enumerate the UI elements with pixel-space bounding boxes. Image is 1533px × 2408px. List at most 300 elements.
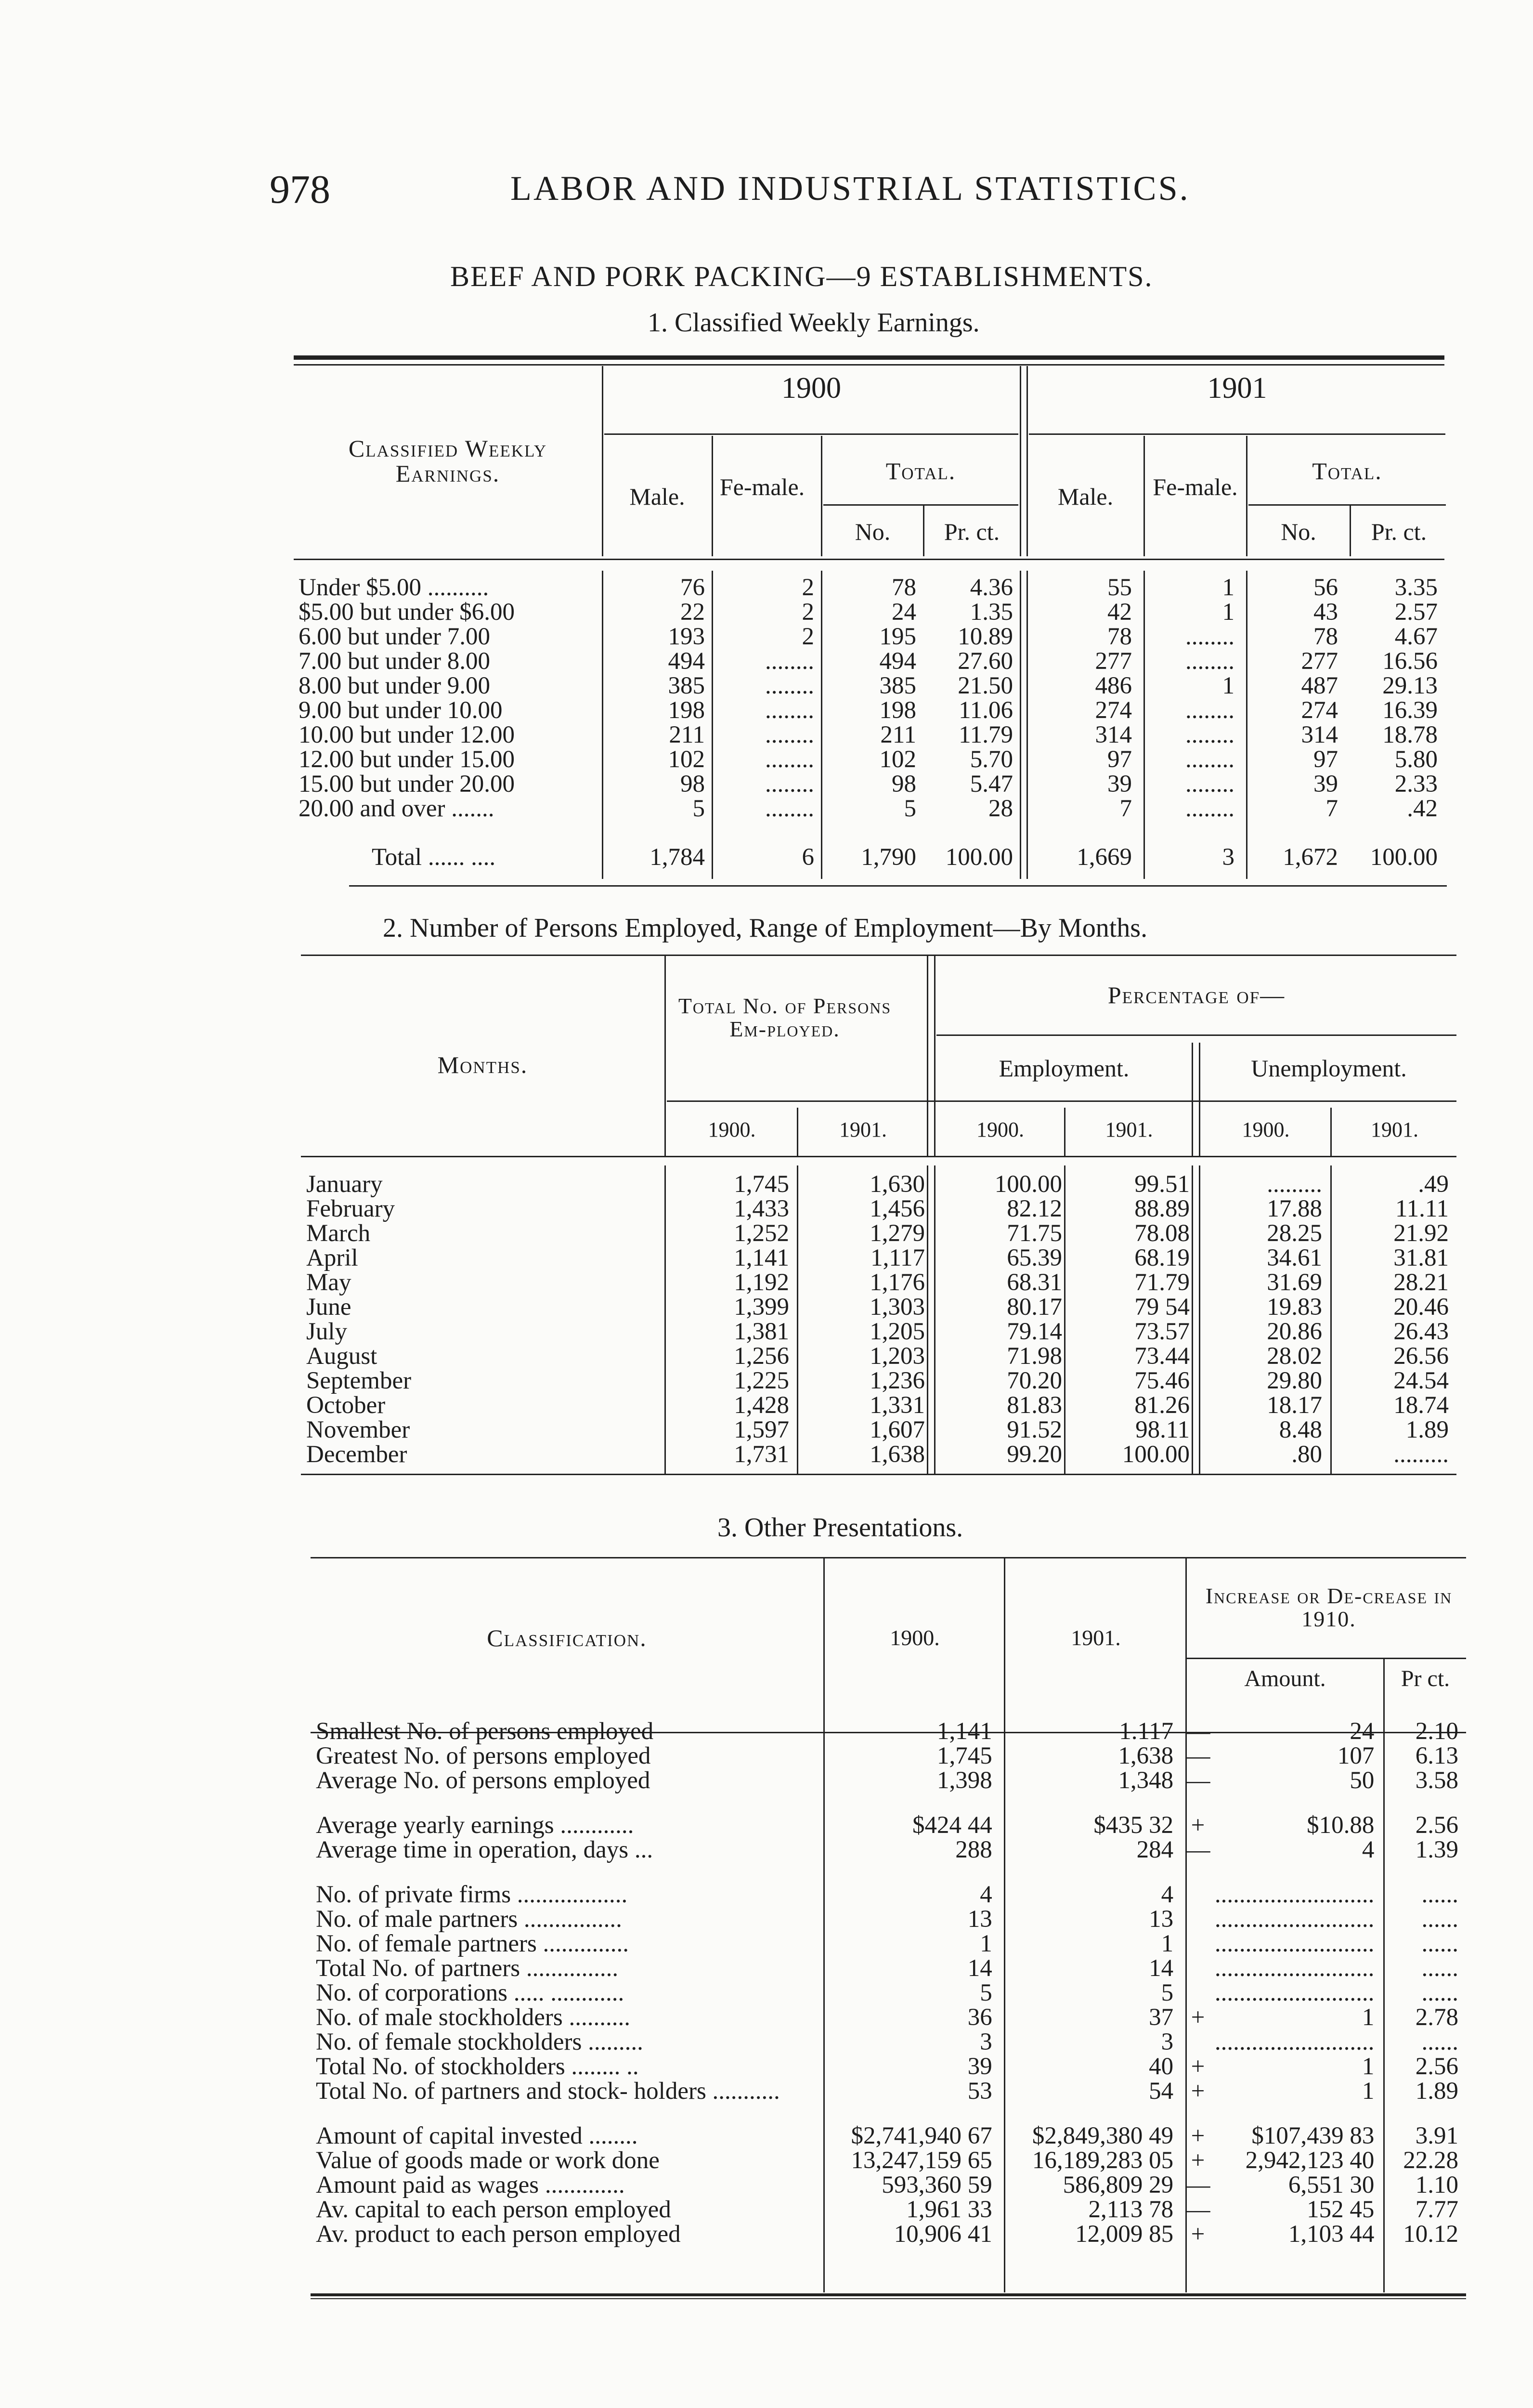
cell: 486 xyxy=(1095,672,1132,699)
table-row xyxy=(312,1768,1466,1793)
cell: 1,669 xyxy=(1077,844,1132,871)
cell: ......... xyxy=(1267,1171,1322,1198)
cell: 29.80 xyxy=(1267,1367,1322,1394)
cell: 5 xyxy=(980,1979,992,2006)
cell: 1.89 xyxy=(1415,2078,1458,2105)
s3-col-incdec: Increase or De-crease in 1910. xyxy=(1205,1584,1453,1631)
cell: 1,456 xyxy=(870,1195,925,1222)
group-spacer xyxy=(312,1793,1466,1813)
cell: 21.92 xyxy=(1393,1220,1449,1247)
cell: 2.56 xyxy=(1415,2053,1458,2080)
cell: 4 xyxy=(980,1881,992,1908)
cell: 2.56 xyxy=(1415,1812,1458,1839)
cell: .......................... xyxy=(1214,1881,1375,1908)
s2-y1901-c: 1901. xyxy=(1371,1118,1418,1141)
row-label: Value of goods made or work done xyxy=(316,2147,660,2174)
s2-y1901-b: 1901. xyxy=(1105,1118,1153,1141)
cell: 1,399 xyxy=(734,1294,789,1321)
table-row xyxy=(302,1246,1456,1270)
s2-data-table xyxy=(302,1172,1456,1467)
cell: ........ xyxy=(765,746,814,773)
s1-data-table xyxy=(295,576,1445,821)
cell: ........ xyxy=(1185,623,1234,650)
cell: 34.61 xyxy=(1267,1244,1322,1271)
table-row xyxy=(302,1221,1456,1246)
table-row xyxy=(312,2222,1466,2247)
s1-male-1900: Male. xyxy=(629,483,685,510)
cell: 1.89 xyxy=(1405,1416,1449,1443)
cell: 6.13 xyxy=(1415,1742,1458,1769)
s1-year-1901: 1901 xyxy=(1207,372,1267,405)
cell: 76 xyxy=(680,574,705,601)
table-row xyxy=(295,649,1445,674)
cell: 107 xyxy=(1337,1742,1375,1769)
cell: 43 xyxy=(1313,599,1338,626)
cell: 2,942,123 40 xyxy=(1245,2147,1375,2174)
cell: 5.70 xyxy=(970,746,1013,773)
table-row xyxy=(295,600,1445,625)
cell: 79 54 xyxy=(1134,1294,1190,1321)
cell: 1,141 xyxy=(734,1244,789,1271)
cell: .49 xyxy=(1418,1171,1449,1198)
table-row xyxy=(312,2030,1466,2055)
cell: $2,849,380 49 xyxy=(1032,2122,1174,2149)
s2-y1900-c: 1900. xyxy=(1242,1118,1290,1141)
month-label: November xyxy=(306,1416,410,1443)
cell: 152 45 xyxy=(1307,2196,1375,2223)
row-label: $5.00 but under $6.00 xyxy=(299,599,515,626)
table-row xyxy=(302,1344,1456,1369)
cell: 7 xyxy=(1119,795,1132,822)
cell: 18.74 xyxy=(1393,1392,1449,1419)
cell: ........ xyxy=(1185,697,1234,724)
cell: 28.25 xyxy=(1267,1220,1322,1247)
table-row xyxy=(295,723,1445,747)
month-label: October xyxy=(306,1392,386,1419)
cell: 2 xyxy=(802,623,814,650)
cell: 1,348 xyxy=(1118,1767,1174,1794)
row-label: Total No. of partners and stock- holders ........... xyxy=(316,2078,780,2105)
cell: 11.79 xyxy=(959,721,1013,748)
s3-col-prct: Pr ct. xyxy=(1401,1666,1450,1691)
cell: 22 xyxy=(680,599,705,626)
row-label: Amount of capital invested ........ xyxy=(316,2122,638,2149)
cell: 100.00 xyxy=(1122,1441,1190,1468)
row-label: No. of male partners ................ xyxy=(316,1906,622,1933)
cell: 211 xyxy=(880,721,916,748)
table-row xyxy=(302,1197,1456,1221)
cell: 82.12 xyxy=(1007,1195,1062,1222)
cell: 29.13 xyxy=(1382,672,1438,699)
cell: ...... xyxy=(1421,1881,1458,1908)
cell: 2 xyxy=(802,574,814,601)
cell: 1,731 xyxy=(734,1441,789,1468)
table-row xyxy=(312,1956,1466,1981)
cell: 71.75 xyxy=(1007,1220,1062,1247)
cell: 40 xyxy=(1149,2053,1174,2080)
cell: 91.52 xyxy=(1007,1416,1062,1443)
table-row xyxy=(312,1719,1466,1744)
sign xyxy=(1181,1883,1215,1907)
cell: $10.88 xyxy=(1307,1812,1375,1839)
cell: 73.44 xyxy=(1134,1343,1190,1370)
sign: + xyxy=(1191,2221,1205,2248)
row-label: 10.00 but under 12.00 xyxy=(299,721,515,748)
cell: 26.43 xyxy=(1393,1318,1449,1345)
table-row xyxy=(312,1838,1466,1862)
month-label: July xyxy=(306,1318,348,1345)
cell: 26.56 xyxy=(1393,1343,1449,1370)
cell: 6,551 30 xyxy=(1288,2172,1375,2199)
cell: 1,381 xyxy=(734,1318,789,1345)
s2-col-unemployment: Unemployment. xyxy=(1251,1055,1407,1082)
s1-male-1901: Male. xyxy=(1057,483,1114,510)
cell: 78 xyxy=(1107,623,1132,650)
cell: 1,433 xyxy=(734,1195,789,1222)
cell: 18.17 xyxy=(1267,1392,1322,1419)
section2-title: 2. Number of Persons Employed, Range of Employment—By Months. xyxy=(383,913,1148,943)
sign: — xyxy=(1185,1836,1210,1863)
cell: 1 xyxy=(1222,672,1234,699)
cell: 385 xyxy=(668,672,705,699)
s1-year-1900: 1900 xyxy=(781,372,841,405)
cell: $424 44 xyxy=(912,1812,992,1839)
cell: 56 xyxy=(1313,574,1338,601)
cell: 2,113 78 xyxy=(1088,2196,1174,2223)
cell: ........ xyxy=(1185,746,1234,773)
section3-title: 3. Other Presentations. xyxy=(717,1513,963,1543)
table-row xyxy=(312,1932,1466,1956)
cell: 81.26 xyxy=(1134,1392,1190,1419)
cell: 277 xyxy=(1095,648,1132,675)
sign xyxy=(1181,2030,1215,2055)
sign: + xyxy=(1191,2078,1205,2105)
cell: 6 xyxy=(802,844,814,871)
s3-col-1901: 1901. xyxy=(1071,1625,1121,1650)
cell: 1,428 xyxy=(734,1392,789,1419)
cell: ........ xyxy=(765,672,814,699)
cell: 1,672 xyxy=(1283,844,1338,871)
s2-col-percentage: Percentage of— xyxy=(1107,982,1286,1008)
cell: 2.78 xyxy=(1415,2004,1458,2031)
cell: 1,630 xyxy=(870,1171,925,1198)
cell: ........ xyxy=(765,721,814,748)
s1-total-line xyxy=(295,845,1445,870)
cell: 1,279 xyxy=(870,1220,925,1247)
cell: 211 xyxy=(669,721,705,748)
cell: 494 xyxy=(668,648,705,675)
row-label: No. of private firms .................. xyxy=(316,1881,628,1908)
cell: 100.00 xyxy=(945,844,1013,871)
cell: 100.00 xyxy=(1370,844,1438,871)
cell: 1 xyxy=(980,1930,992,1957)
cell: 13 xyxy=(967,1906,992,1933)
cell: $107,439 83 xyxy=(1251,2122,1375,2149)
cell: 10,906 41 xyxy=(894,2221,992,2248)
cell: ........ xyxy=(765,648,814,675)
cell: 79.14 xyxy=(1007,1318,1062,1345)
s1-prct-1901: Pr. ct. xyxy=(1371,518,1427,545)
cell: 277 xyxy=(1301,648,1338,675)
cell: 12,009 85 xyxy=(1075,2221,1174,2248)
cell: 20.46 xyxy=(1393,1294,1449,1321)
cell: 11.11 xyxy=(1395,1195,1449,1222)
cell: 39 xyxy=(967,2053,992,2080)
cell: 78 xyxy=(892,574,916,601)
cell: 1,225 xyxy=(734,1367,789,1394)
s3-col-amount: Amount. xyxy=(1244,1666,1326,1691)
cell: ........ xyxy=(1185,771,1234,798)
table-row xyxy=(302,1393,1456,1418)
cell: 24 xyxy=(892,599,916,626)
cell: 14 xyxy=(967,1955,992,1982)
cell: 487 xyxy=(1301,672,1338,699)
s2-col-employment: Employment. xyxy=(999,1055,1130,1082)
cell: 78.08 xyxy=(1134,1220,1190,1247)
month-label: February xyxy=(306,1195,395,1222)
cell: 1,745 xyxy=(937,1742,992,1769)
table-row xyxy=(302,1320,1456,1344)
cell: 7.77 xyxy=(1415,2196,1458,2223)
cell: 1,103 44 xyxy=(1288,2221,1375,2248)
cell: 1.35 xyxy=(970,599,1013,626)
cell: 5.80 xyxy=(1394,746,1438,773)
cell: 42 xyxy=(1107,599,1132,626)
cell: 1,790 xyxy=(861,844,916,871)
cell: ...... xyxy=(1421,1955,1458,1982)
cell: 195 xyxy=(879,623,916,650)
cell: 1 xyxy=(1161,1930,1174,1957)
cell: ........ xyxy=(1185,648,1234,675)
cell: 3.35 xyxy=(1394,574,1438,601)
cell: 1,597 xyxy=(734,1416,789,1443)
sign: — xyxy=(1185,2172,1210,2199)
row-label: 8.00 but under 9.00 xyxy=(299,672,491,699)
cell: 17.88 xyxy=(1267,1195,1322,1222)
cell: .......................... xyxy=(1214,1930,1375,1957)
cell: 99.20 xyxy=(1007,1441,1062,1468)
cell: 28.21 xyxy=(1393,1269,1449,1296)
cell: 284 xyxy=(1136,1836,1174,1863)
cell: 1,398 xyxy=(937,1767,992,1794)
cell: 54 xyxy=(1149,2078,1174,2105)
cell: 11.06 xyxy=(959,697,1013,724)
cell: 1,141 xyxy=(937,1718,992,1745)
cell: 1,638 xyxy=(1118,1742,1174,1769)
s2-y1900-a: 1900. xyxy=(708,1118,756,1141)
cell: 71.79 xyxy=(1134,1269,1190,1296)
table-row xyxy=(295,698,1445,723)
sign xyxy=(1181,1981,1215,2005)
s3-col-classification: Classification. xyxy=(487,1624,647,1651)
table-row xyxy=(295,747,1445,772)
table-row xyxy=(302,1172,1456,1197)
section1-title: 1. Classified Weekly Earnings. xyxy=(648,308,980,338)
cell: 274 xyxy=(1301,697,1338,724)
table-row xyxy=(312,2148,1466,2173)
table-row xyxy=(312,2055,1466,2079)
s3-col-1900: 1900. xyxy=(890,1625,940,1650)
row-label: No. of female stockholders ......... xyxy=(316,2028,643,2055)
table-row xyxy=(312,2005,1466,2030)
cell: 39 xyxy=(1313,771,1338,798)
cell: .......................... xyxy=(1214,1906,1375,1933)
cell: $435 32 xyxy=(1093,1812,1174,1839)
cell: 5.47 xyxy=(970,771,1013,798)
cell: 2.33 xyxy=(1394,771,1438,798)
cell: 3 xyxy=(980,2028,992,2055)
cell: 1,331 xyxy=(870,1392,925,1419)
cell: 73.57 xyxy=(1134,1318,1190,1345)
cell: 3 xyxy=(1222,844,1234,871)
cell: 4 xyxy=(1161,1881,1174,1908)
cell: 2.57 xyxy=(1394,599,1438,626)
cell: 13,247,159 65 xyxy=(851,2147,992,2174)
table-row xyxy=(302,1369,1456,1393)
cell: 4.36 xyxy=(970,574,1013,601)
s1-female-1900: Fe-male. xyxy=(719,473,805,500)
row-label: 20.00 and over ....... xyxy=(299,795,494,822)
cell: .80 xyxy=(1291,1441,1322,1468)
cell: 274 xyxy=(1095,697,1132,724)
cell: 14 xyxy=(1149,1955,1174,1982)
s1-total-1900: Total. xyxy=(885,458,956,484)
row-label: No. of corporations ..... ............ xyxy=(316,1979,624,2006)
cell: 1.39 xyxy=(1415,1836,1458,1863)
cell: 70.20 xyxy=(1007,1367,1062,1394)
document-title: BEEF AND PORK PACKING—9 ESTABLISHMENTS. xyxy=(450,261,1153,292)
cell: 28.02 xyxy=(1267,1343,1322,1370)
row-label: 9.00 but under 10.00 xyxy=(299,697,503,724)
cell: 50 xyxy=(1350,1767,1375,1794)
cell: 68.31 xyxy=(1007,1269,1062,1296)
cell: 39 xyxy=(1107,771,1132,798)
cell: 102 xyxy=(668,746,705,773)
running-title: LABOR AND INDUSTRIAL STATISTICS. xyxy=(510,169,1190,208)
month-label: March xyxy=(306,1220,371,1247)
s1-total-1901: Total. xyxy=(1312,458,1382,484)
cell: 4.67 xyxy=(1394,623,1438,650)
row-label: Smallest No. of persons employed xyxy=(316,1718,654,1745)
table-row xyxy=(312,2173,1466,2198)
table-row xyxy=(295,625,1445,649)
cell: 65.39 xyxy=(1007,1244,1062,1271)
cell: ...... xyxy=(1421,1906,1458,1933)
cell: .......................... xyxy=(1214,2028,1375,2055)
month-label: December xyxy=(306,1441,407,1468)
cell: ...... xyxy=(1421,1930,1458,1957)
cell: ........ xyxy=(1185,721,1234,748)
cell: 1,192 xyxy=(734,1269,789,1296)
row-label: Under $5.00 .......... xyxy=(299,574,489,601)
cell: 3.58 xyxy=(1415,1767,1458,1794)
table-row xyxy=(312,1907,1466,1932)
cell: 7 xyxy=(1325,795,1338,822)
month-label: August xyxy=(306,1343,377,1370)
row-label: Average No. of persons employed xyxy=(316,1767,650,1794)
cell: .......................... xyxy=(1214,1979,1375,2006)
cell: 71.98 xyxy=(1007,1343,1062,1370)
row-label: No. of male stockholders .......... xyxy=(316,2004,630,2031)
month-label: May xyxy=(306,1269,351,1296)
cell: .42 xyxy=(1407,795,1438,822)
cell: 27.60 xyxy=(958,648,1013,675)
cell: .......................... xyxy=(1214,1955,1375,1982)
cell: 1.117 xyxy=(1119,1718,1174,1745)
cell: 18.78 xyxy=(1382,721,1438,748)
cell: 1,256 xyxy=(734,1343,789,1370)
cell: 31.69 xyxy=(1267,1269,1322,1296)
cell: 53 xyxy=(967,2078,992,2105)
cell: 16,189,283 05 xyxy=(1032,2147,1174,2174)
table-row xyxy=(295,797,1445,821)
cell: 385 xyxy=(879,672,916,699)
cell: ........ xyxy=(765,771,814,798)
cell: 24.54 xyxy=(1393,1367,1449,1394)
table-row xyxy=(302,1295,1456,1320)
cell: 31.81 xyxy=(1393,1244,1449,1271)
s3-data-table xyxy=(312,1719,1466,2247)
cell: 2.10 xyxy=(1415,1718,1458,1745)
cell: 1,176 xyxy=(870,1269,925,1296)
sign: + xyxy=(1191,2122,1205,2149)
cell: 5 xyxy=(904,795,916,822)
cell: 193 xyxy=(668,623,705,650)
row-label: 12.00 but under 15.00 xyxy=(299,746,515,773)
table-row xyxy=(302,1442,1456,1467)
sign: — xyxy=(1185,2196,1210,2223)
table-row xyxy=(312,1744,1466,1768)
sign: + xyxy=(1191,2004,1205,2031)
s2-col-months: Months. xyxy=(437,1051,528,1078)
cell: 1 xyxy=(1362,2004,1375,2031)
cell: 81.83 xyxy=(1007,1392,1062,1419)
cell: 68.19 xyxy=(1134,1244,1190,1271)
cell: ........ xyxy=(1185,795,1234,822)
cell: ...... xyxy=(1421,2028,1458,2055)
sign xyxy=(1181,1932,1215,1956)
sign: + xyxy=(1191,2147,1205,2174)
cell: 1,638 xyxy=(870,1441,925,1468)
cell: 99.51 xyxy=(1134,1171,1190,1198)
cell: 78 xyxy=(1313,623,1338,650)
cell: 5 xyxy=(1161,1979,1174,2006)
s1-total-row xyxy=(295,845,1445,870)
cell: 98.11 xyxy=(1135,1416,1190,1443)
cell: 20.86 xyxy=(1267,1318,1322,1345)
cell: 3.91 xyxy=(1415,2122,1458,2149)
page-number: 978 xyxy=(270,167,330,212)
s1-no-1900: No. xyxy=(855,518,891,545)
row-label: 6.00 but under 7.00 xyxy=(299,623,491,650)
cell: 75.46 xyxy=(1134,1367,1190,1394)
cell: 3 xyxy=(1161,2028,1174,2055)
table-row xyxy=(295,576,1445,600)
cell: 1,784 xyxy=(650,844,705,871)
row-label: Greatest No. of persons employed xyxy=(316,1742,651,1769)
table-row xyxy=(302,1418,1456,1442)
row-label: Average yearly earnings ............ xyxy=(316,1812,634,1839)
cell: 1,745 xyxy=(734,1171,789,1198)
s2-col-total: Total No. of Persons Em-ployed. xyxy=(678,994,892,1041)
cell: 288 xyxy=(955,1836,992,1863)
cell: 100.00 xyxy=(994,1171,1062,1198)
s1-prct-1900: Pr. ct. xyxy=(944,518,1000,545)
sign xyxy=(1181,1907,1215,1932)
group-spacer xyxy=(312,1862,1466,1883)
row-label: 15.00 but under 20.00 xyxy=(299,771,515,798)
sign: — xyxy=(1185,1767,1210,1794)
